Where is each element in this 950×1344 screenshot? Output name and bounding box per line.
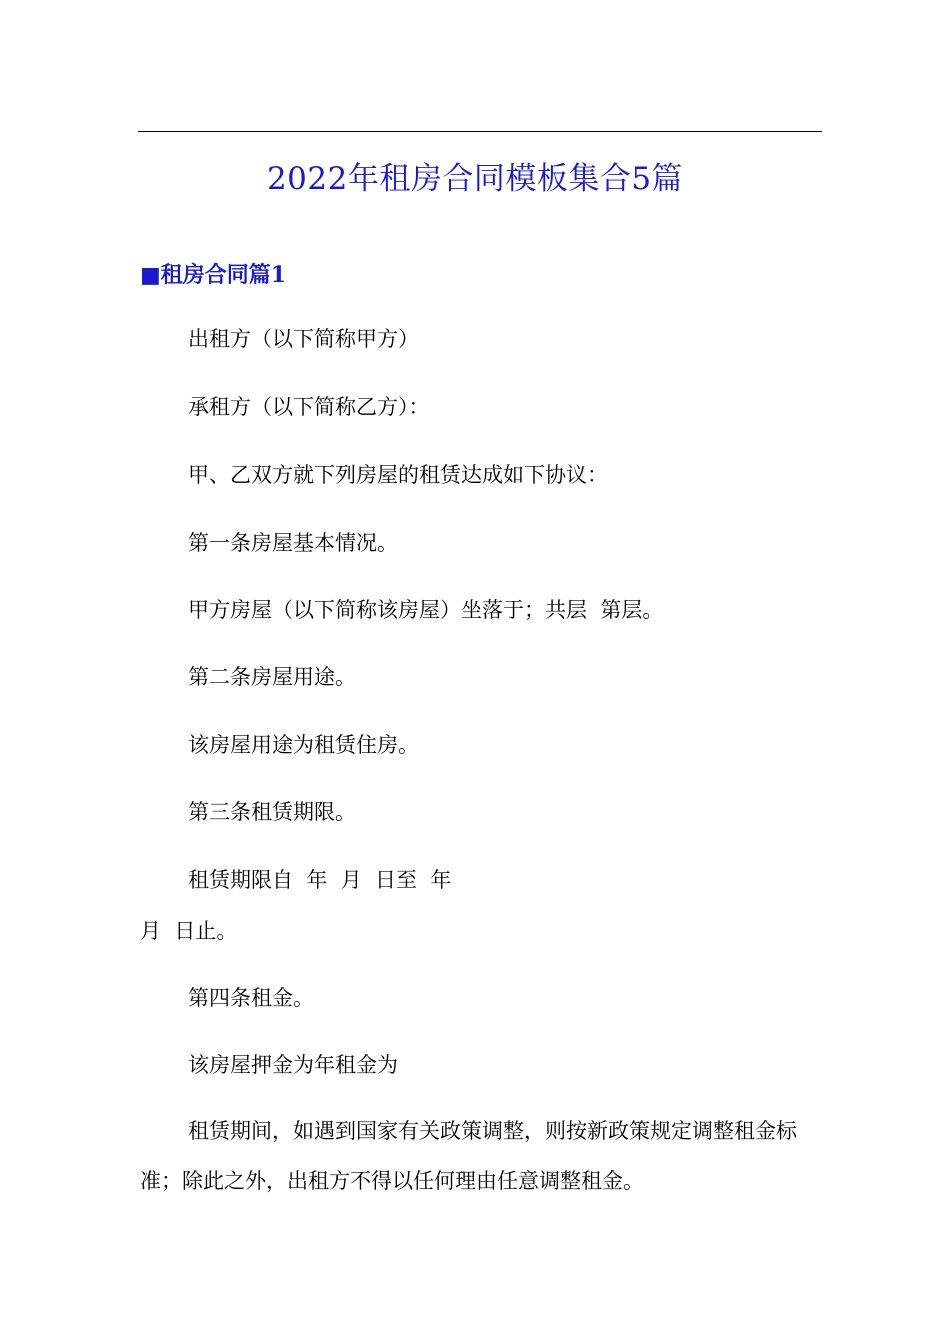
document-title: 2022年租房合同模板集合5篇 <box>266 160 684 197</box>
paragraph-lessee: 承租方（以下简称乙方）： <box>188 395 430 419</box>
section-heading: ■租房合同篇1 <box>140 262 287 288</box>
paragraph-usage: 该房屋用途为租赁住房。 <box>188 733 419 757</box>
paragraph-deposit: 该房屋押金为年租金为 <box>188 1053 398 1077</box>
paragraph-term-end: 月 日止。 <box>140 919 238 943</box>
paragraph-location: 甲方房屋（以下简称该房屋）坐落于；共层 第层。 <box>188 598 664 622</box>
paragraph-rent-adjustment: 租赁期间，如遇到国家有关政策调整，则按新政策规定调整租金标准；除此之外，出租方不得以任何理由任意调整租金。 <box>140 1119 797 1193</box>
paragraph-article-3: 第三条租赁期限。 <box>188 800 356 824</box>
paragraph-article-1: 第一条房屋基本情况。 <box>188 531 398 555</box>
paragraph-article-4: 第四条租金。 <box>188 986 314 1010</box>
paragraph-lessor: 出租方（以下简称甲方） <box>188 327 419 351</box>
header-rule <box>138 131 822 132</box>
paragraph-term-start: 租赁期限自 年 月 日至 年 <box>188 868 452 892</box>
paragraph-article-2: 第二条房屋用途。 <box>188 665 356 689</box>
paragraph-agreement: 甲、乙双方就下列房屋的租赁达成如下协议： <box>188 463 608 487</box>
